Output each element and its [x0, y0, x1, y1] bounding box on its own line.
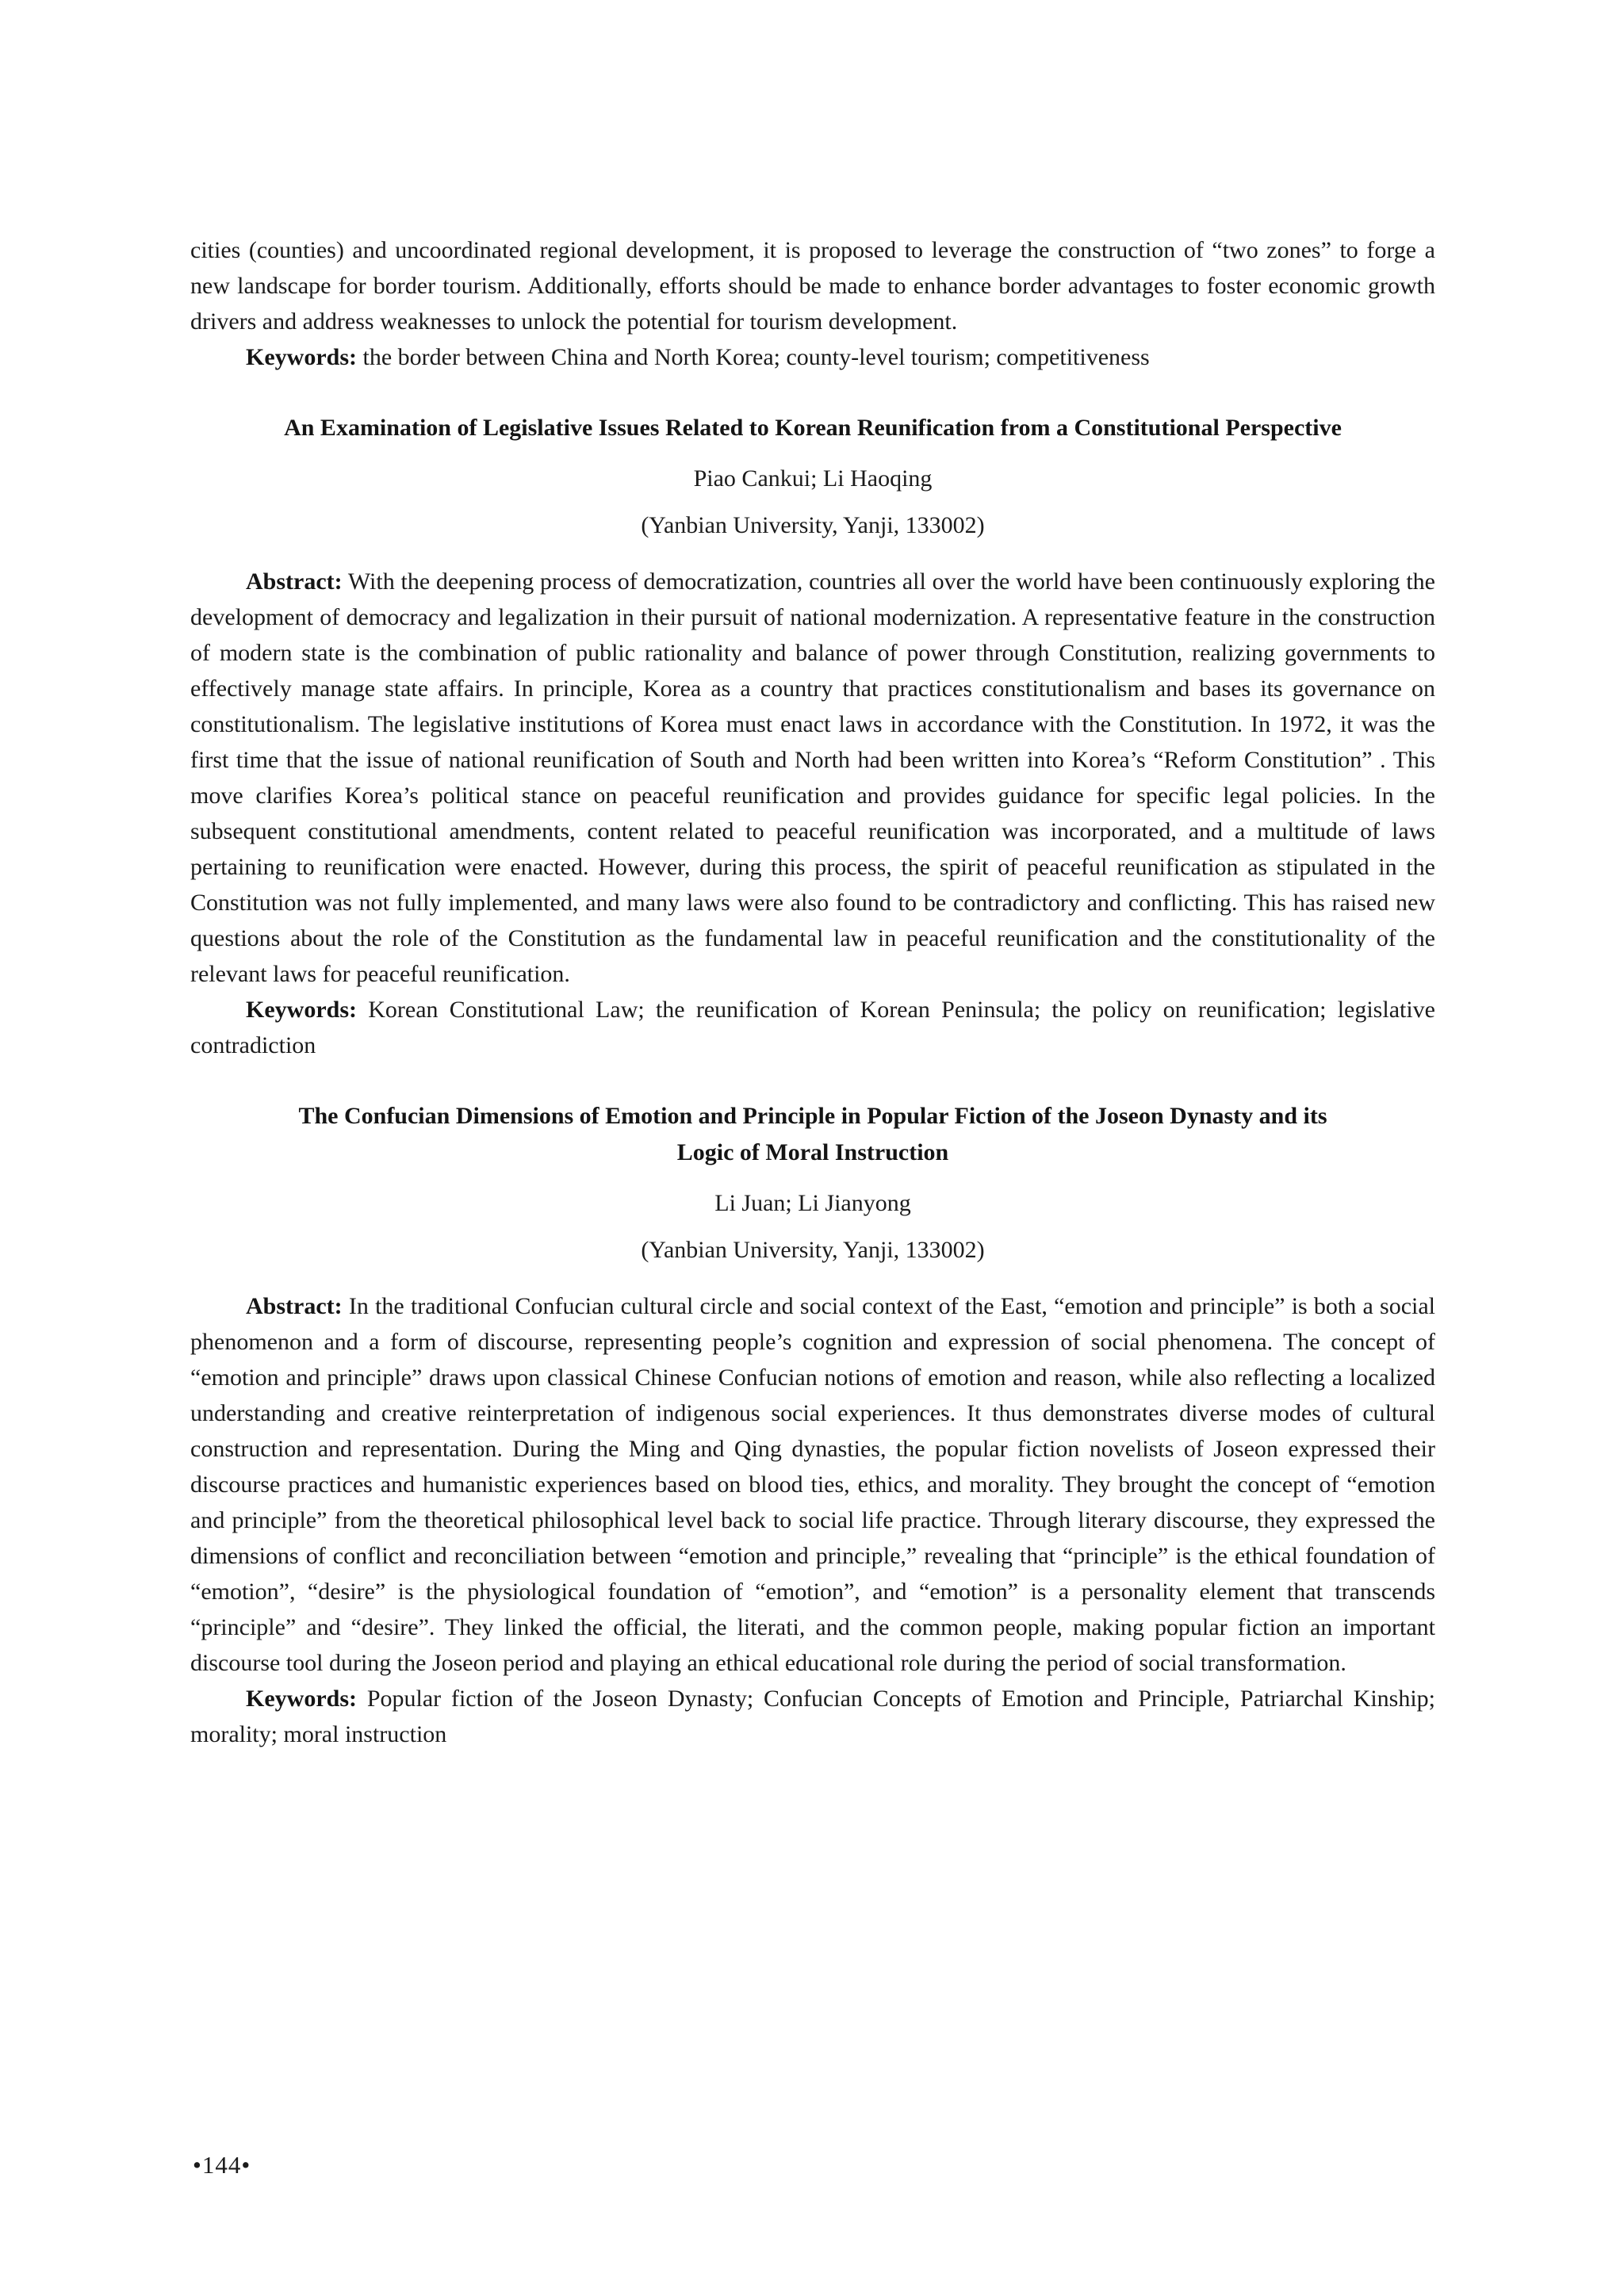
paper-title-line: Logic of Moral Instruction	[676, 1139, 949, 1165]
keywords-text: Korean Constitutional Law; the reunification of Korean Peninsula; the policy on reunification; legislative contradiction	[190, 997, 1435, 1058]
paper-title-line: An Examination of Legislative Issues Related to Korean Reunification from a Constitutional Perspective	[284, 415, 1342, 441]
abstract-text: With the deepening process of democratization, countries all over the world have been continuously exploring the development of democracy and legalization in their pursuit of national modernization. A representative feature in the construction of modern state is the combination of public rationality and balance of power through Constitution, realizing governments to effectively manage state affairs. In principle, Korea as a country that practices constitutionalism and bases its governance on constitutionalism. The legislative institutions of Korea must enact laws in accordance with the Constitution. In 1972, it was the first time that the issue of national reunification of South and North had been written into Korea’s “Reform Constitution” . This move clarifies Korea’s political stance on peaceful reunification and provides guidance for specific legal policies. In the subsequent constitutional amendments, content related to peaceful reunification was incorporated, and a multitude of laws pertaining to reunification were enacted. However, during this process, the spirit of peaceful reunification as stipulated in the Constitution was not fully implemented, and many laws were also found to be contradictory and conflicting. This has raised new questions about the role of the Constitution as the fundamental law in peaceful reunification and the constitutionality of the relevant laws for peaceful reunification.	[190, 568, 1435, 987]
paper-section-legislative-issues	[190, 410, 1435, 1063]
paper-abstract-paragraph	[190, 564, 1435, 992]
abstract-text: In the traditional Confucian cultural circle and social context of the East, “emotion and principle” is both a social phenomenon and a form of discourse, representing people’s cognition and expression of social phenomena. The concept of “emotion and principle” draws upon classical Chinese Confucian notions of emotion and reason, while also reflecting a localized understanding and creative reinterpretation of indigenous social experiences. It thus demonstrates diverse modes of cultural construction and representation. During the Ming and Qing dynasties, the popular fiction novelists of Joseon expressed their discourse practices and humanistic experiences based on blood ties, ethics, and morality. They brought the concept of “emotion and principle” from the theoretical philosophical level back to social life practice. Through literary discourse, they expressed the dimensions of conflict and reconciliation between “emotion and principle,” revealing that “principle” is the ethical foundation of “emotion”, “desire” is the physiological foundation of “emotion”, and “emotion” is a personality element that transcends “principle” and “desire”. They linked the official, the literati, and the common people, making popular fiction an important discourse tool during the Joseon period and playing an ethical educational role during the period of social transformation.	[190, 1293, 1436, 1676]
continuation-paragraph: cities (counties) and uncoordinated regional development, it is proposed to leverage the construction of “two zones” to forge a new landscape for border tourism. Additionally, efforts should be made to enhance border advantages to foster economic growth drivers and address weaknesses to unlock the potential for tourism development.	[190, 237, 1435, 335]
paper-title	[190, 410, 1435, 446]
paper-abstract-paragraph	[190, 1288, 1435, 1681]
abstract-label: Abstract:	[246, 1293, 343, 1319]
paper-title	[190, 1098, 1435, 1171]
keywords-label: Keywords:	[246, 1686, 357, 1712]
keywords-label: Keywords:	[246, 997, 357, 1023]
paper-affiliation: (Yanbian University, Yanji, 133002)	[641, 512, 985, 538]
paper-authors: Piao Cankui; Li Haoqing	[693, 465, 933, 492]
page-content	[190, 232, 1435, 1752]
paper-keywords-paragraph	[190, 992, 1435, 1063]
keywords-label: Keywords:	[246, 344, 357, 370]
paper-keywords-paragraph	[190, 1681, 1435, 1752]
page-number: •144•	[193, 2151, 251, 2179]
abstract-label: Abstract:	[246, 568, 343, 595]
paper-authors: Li Juan; Li Jianyong	[714, 1190, 911, 1216]
keywords-text: the border between China and North Korea; county-level tourism; competitiveness	[362, 344, 1150, 370]
paper-title-line: The Confucian Dimensions of Emotion and Principle in Popular Fiction of the Joseon Dynasty and its	[298, 1103, 1327, 1129]
keywords-text: Popular fiction of the Joseon Dynasty; Confucian Concepts of Emotion and Principle, Patriarchal Kinship; morality; moral instruction	[190, 1686, 1436, 1747]
paper-affiliation: (Yanbian University, Yanji, 133002)	[641, 1237, 985, 1263]
paper-section-confucian-dimensions	[190, 1098, 1435, 1752]
continuation-keywords-paragraph	[190, 339, 1435, 375]
